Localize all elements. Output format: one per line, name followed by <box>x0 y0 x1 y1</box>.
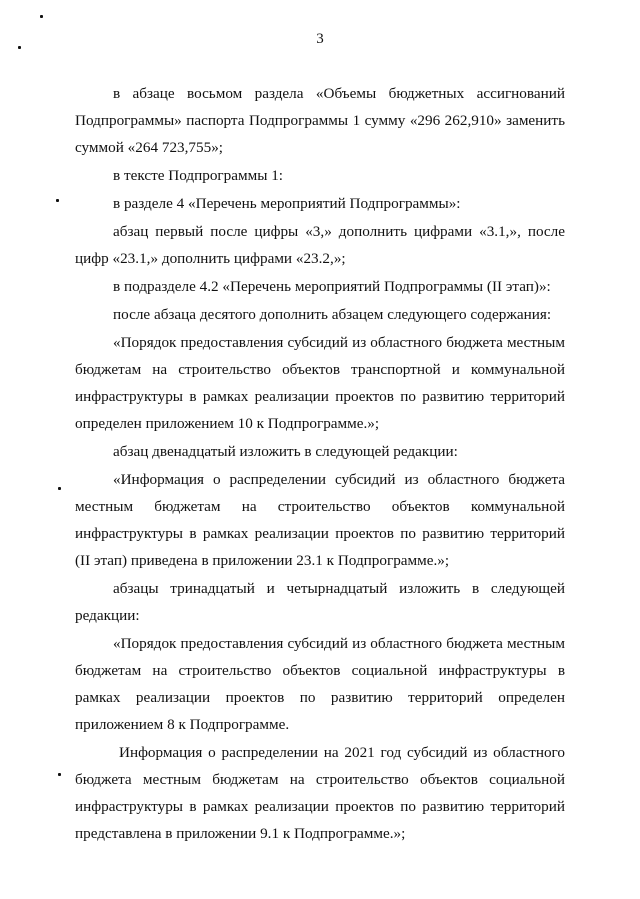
paragraph: в подразделе 4.2 «Перечень мероприятий Подпрограммы (II этап)»: <box>113 278 551 295</box>
paragraph: абзац первый после цифры «3,» дополнить цифрами «3.1,», после цифр «23.1,» дополнить цифрами «23.2,»; <box>75 223 565 267</box>
page-number: 3 <box>316 31 324 47</box>
scan-mark <box>56 199 59 202</box>
paragraph: «Порядок предоставления субсидий из областного бюджета местным бюджетам на строительство объектов транспортной и коммунальной инфраструктуры в рамках реализации проектов по развитию территорий определен приложением 10 к Подпрограмме.»; <box>75 334 565 432</box>
paragraph: абзац двенадцатый изложить в следующей редакции: <box>113 443 458 460</box>
paragraph: в разделе 4 «Перечень мероприятий Подпрограммы»: <box>113 195 461 212</box>
scan-mark <box>58 487 61 490</box>
paragraph: после абзаца десятого дополнить абзацем следующего содержания: <box>113 306 552 323</box>
paragraph: «Информация о распределении субсидий из областного бюджета местным бюджетам на строительство объектов коммунальной инфраструктуры в рамках реализации проектов по развитию территорий (II этап) приведена в приложении 23.1 к Подпрограмме.»; <box>75 471 565 569</box>
paragraph: «Порядок предоставления субсидий из областного бюджета местным бюджетам на строительство объектов социальной инфраструктуры в рамках реализации проектов по развитию территорий определен приложением 8 к Подпрограмме. <box>75 635 565 733</box>
scan-mark <box>40 15 43 18</box>
paragraph: Информация о распределении на 2021 год субсидий из областного бюджета местным бюджетам на строительство объектов социальной инфраструктуры в рамках реализации проектов по развитию территорий представлена в приложении 9.1 к Подпрограмме.»; <box>75 744 565 842</box>
scan-mark <box>58 773 61 776</box>
paragraph: абзацы тринадцатый и четырнадцатый изложить в следующей редакции: <box>75 580 565 624</box>
paragraph: в абзаце восьмом раздела «Объемы бюджетных ассигнований Подпрограммы» паспорта Подпрограммы 1 сумму «296 262,910» заменить суммой «264 723,755»; <box>75 85 565 156</box>
document-body <box>75 80 565 847</box>
paragraph: в тексте Подпрограммы 1: <box>113 167 284 184</box>
